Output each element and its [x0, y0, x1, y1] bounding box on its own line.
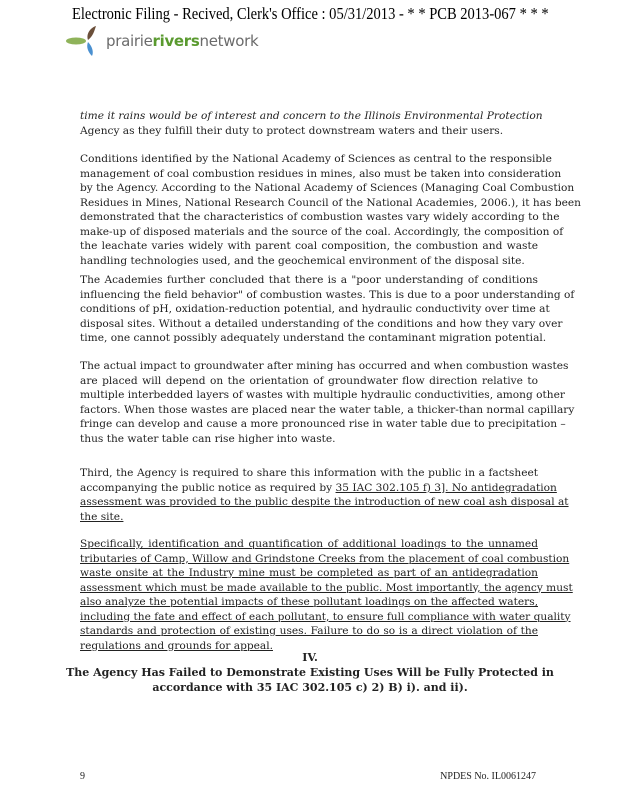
text-line: tributaries of Camp, Willow and Grindstone Creeks from the placement of coal combustion — [80, 552, 570, 565]
text-line: factors. When those wastes are placed near the water table, a thicker-than normal capillary — [80, 403, 575, 416]
paragraph-1 — [80, 109, 543, 138]
text-line: Specifically, identification and quantification of additional loadings to the unnamed — [80, 538, 538, 550]
text-line: demonstrated that the characteristics of combustion wastes vary widely according to the — [80, 211, 560, 223]
section-title-line-1: The Agency Has Failed to Demonstrate Existing Uses Will be Fully Protected in — [66, 666, 554, 679]
text-line: assessment was provided to the public despite the introduction of new coal ash disposal at — [80, 496, 569, 508]
text-line: make-up of disposed materials and the source of the coal. Accordingly, the composition of — [80, 225, 564, 238]
paragraph-4 — [80, 359, 575, 446]
text-line: fringe can develop and cause a more pronounced rise in water table due to precipitation – — [80, 418, 566, 430]
logo-text: prairieriversnetwork — [106, 32, 259, 50]
organization-logo — [66, 26, 258, 56]
text-line: The actual impact to groundwater after mining has occurred and when combustion wastes — [80, 360, 569, 372]
text-line: thus the water table can rise higher into waste. — [80, 432, 336, 445]
paragraph-5 — [80, 466, 569, 524]
leaf-logo-icon — [66, 26, 104, 56]
text-line: Third, the Agency is required to share this information with the public in a factsheet — [80, 467, 538, 479]
text-line: The Academies further concluded that there is a "poor understanding of conditions — [80, 274, 538, 286]
text-line: waste onsite at the Industry mine must be completed as part of an antidegradation — [80, 567, 538, 579]
text-line: regulations and grounds for appeal. — [80, 639, 273, 652]
text-line: handling technologies used, and the geochemical environment of the disposal site. — [80, 254, 525, 267]
text-line: influencing the field behavior" of combustion wastes. This is due to a poor understanding of — [80, 288, 575, 301]
text-line: conditions of pH, oxidation-reduction potential, and hydraulic conductivity over time at — [80, 303, 550, 315]
text-line: standards and protection of existing uses. Failure to do so is a direct violation of the — [80, 625, 538, 637]
section-title-line-2: accordance with 35 IAC 302.105 c) 2) B) i). and ii). — [152, 681, 468, 694]
text-line: disposal sites. Without a detailed understanding of the conditions and how they vary over — [80, 317, 563, 330]
paragraph-6 — [80, 537, 573, 653]
text-line: the leachate varies widely with parent coal composition, the combustion and waste — [80, 240, 538, 252]
text-line: Residues in Mines, National Research Council of the National Academies, 2006.), it has been — [80, 196, 581, 209]
text-line: time it rains would be of interest and concern to the Illinois Environmental Protection — [80, 110, 543, 122]
page-number: 9 — [80, 771, 85, 782]
citation-text: 35 IAC 302.105 f) 3]. No antidegradation — [335, 481, 557, 494]
text-line: by the Agency. According to the National Academy of Sciences (Managing Coal Combustion — [80, 182, 575, 194]
section-heading — [60, 650, 560, 695]
text-line: time, one cannot possibly adequately understand the contaminant migration potential. — [80, 332, 547, 344]
text-line: including the fate and effect of each pollutant, to ensure full compliance with water quality — [80, 610, 571, 623]
paragraph-2 — [80, 152, 581, 268]
text-line: are placed will depend on the orientation of groundwater flow direction relative to — [80, 374, 538, 387]
paragraph-3 — [80, 273, 575, 346]
section-number: IV. — [302, 651, 318, 664]
text-line: assessment which must be made available to the public. Most importantly, the agency must — [80, 581, 573, 594]
text-line: Agency as they fulfill their duty to protect downstream waters and their users. — [80, 124, 504, 137]
text-line: also analyze the potential impacts of these pollutant loadings on the affected waters, — [80, 596, 538, 608]
permit-number: NPDES No. IL0061247 — [440, 771, 536, 782]
text-line: the site. — [80, 510, 124, 523]
text-line: accompanying the public notice as required by 35 IAC 302.105 f) 3]. No antidegradation — [80, 481, 557, 494]
text-line: management of coal combustion residues in mines, also must be taken into consideration — [80, 167, 562, 180]
text-line: multiple interbedded layers of wastes with multiple hydraulic conductivities, among other — [80, 389, 565, 401]
text-line: Conditions identified by the National Academy of Sciences as central to the responsible — [80, 153, 552, 165]
filing-stamp: Electronic Filing - Recived, Clerk's Office : 05/31/2013 - * * PCB 2013-067 * * * — [72, 4, 549, 23]
